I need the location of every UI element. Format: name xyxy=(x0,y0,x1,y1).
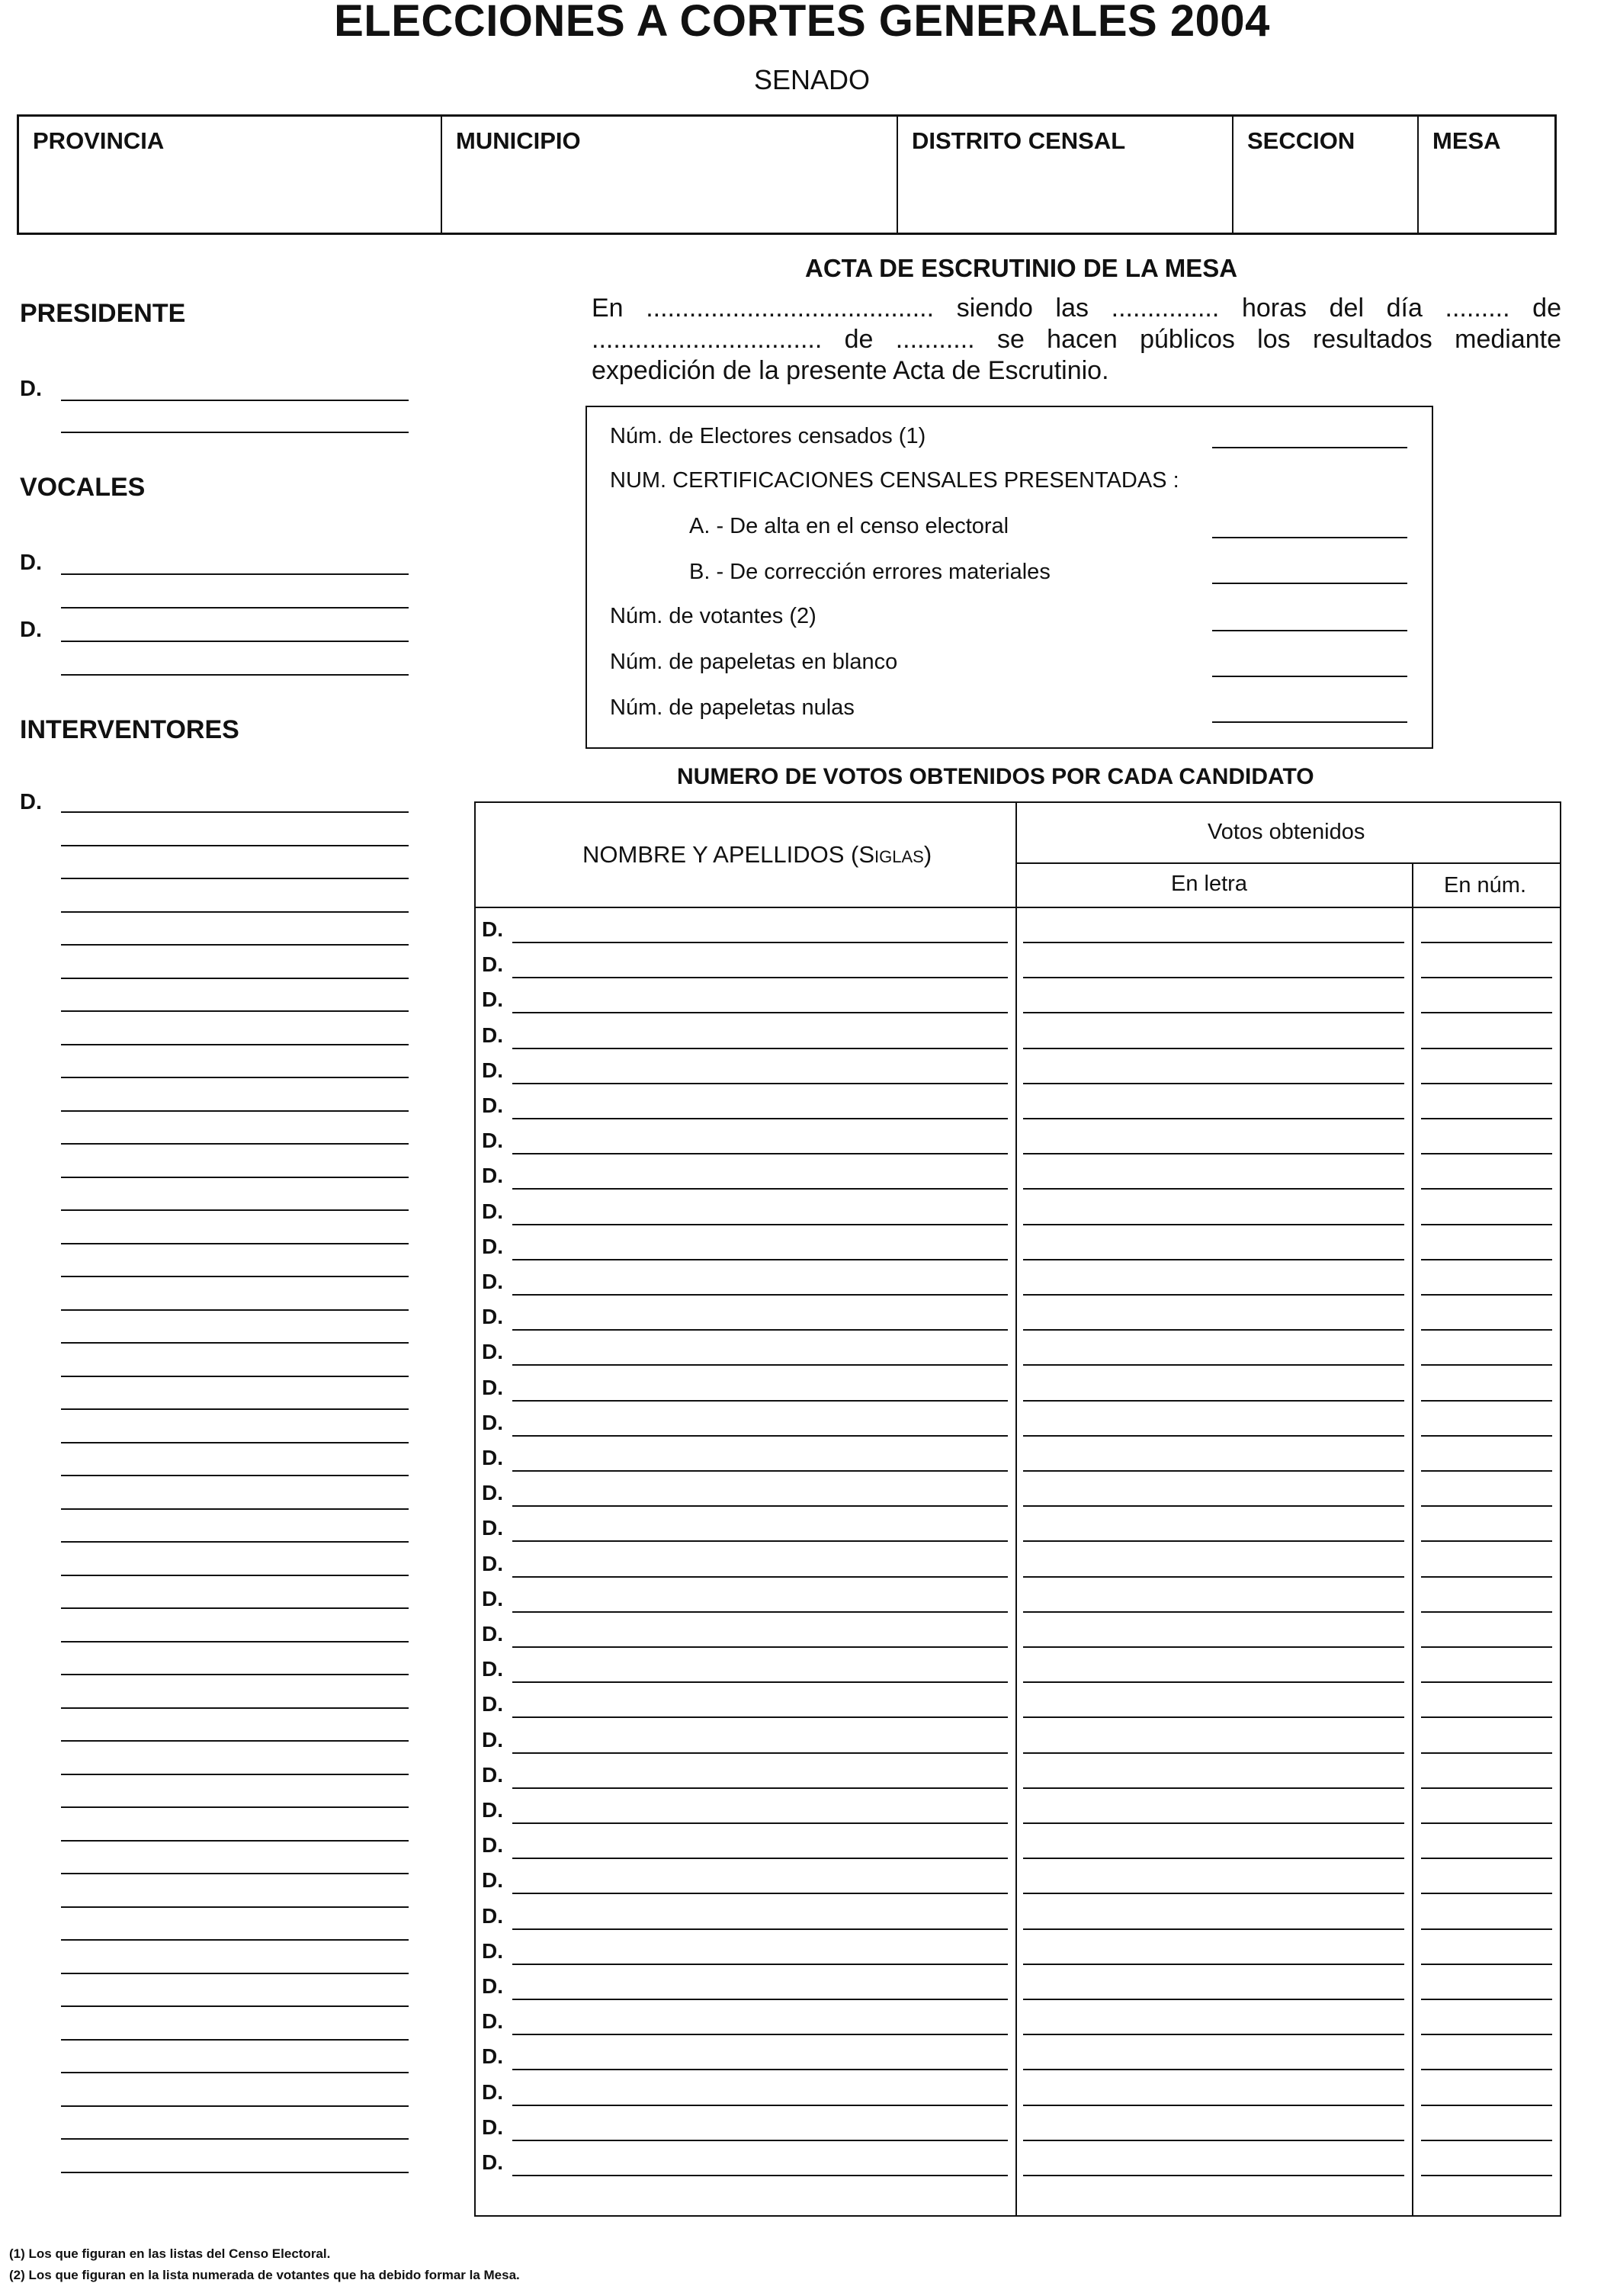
interventor-signature-line[interactable] xyxy=(61,1873,409,1874)
candidate-name-field[interactable] xyxy=(512,1928,1008,1930)
interventor-signature-line[interactable] xyxy=(61,1342,409,1344)
candidate-votes-number-field[interactable] xyxy=(1421,1259,1552,1260)
vocal-1-signature-line[interactable] xyxy=(61,573,409,575)
interventor-signature-line[interactable] xyxy=(61,1475,409,1476)
candidate-votes-number-field[interactable] xyxy=(1421,1224,1552,1225)
candidate-name-field[interactable] xyxy=(512,1012,1008,1013)
votantes-field[interactable] xyxy=(1212,630,1407,631)
candidate-d-label: D. xyxy=(482,1798,503,1822)
mesa-field[interactable] xyxy=(1419,117,1559,233)
interventor-signature-line[interactable] xyxy=(61,1243,409,1244)
provincia-label: PROVINCIA xyxy=(33,127,165,154)
candidate-name-field[interactable] xyxy=(512,1752,1008,1754)
candidate-d-label: D. xyxy=(482,1481,503,1505)
candidate-name-field[interactable] xyxy=(512,1259,1008,1260)
interventor-signature-line[interactable] xyxy=(61,1442,409,1443)
candidate-votes-letter-field[interactable] xyxy=(1023,1752,1404,1754)
candidate-votes-number-field[interactable] xyxy=(1421,1822,1552,1824)
acta-paragraph: En ........................................ siendo las ............... horas del día ......... de ................................ de ........... se hacen públicos los resultados mediante expedición de la presente Acta de Escrutinio. xyxy=(592,294,1561,385)
candidate-name-field[interactable] xyxy=(512,2069,1008,2070)
interventor-signature-line[interactable] xyxy=(61,1906,409,1908)
candidate-votes-letter-field[interactable] xyxy=(1023,2034,1404,2035)
candidate-votes-letter-field[interactable] xyxy=(1023,1576,1404,1578)
interventor-signature-line[interactable] xyxy=(61,1408,409,1410)
candidate-votes-letter-field[interactable] xyxy=(1023,1716,1404,1718)
candidate-votes-number-field[interactable] xyxy=(1421,1188,1552,1190)
candidate-d-label: D. xyxy=(482,2079,503,2104)
candidate-d-label: D. xyxy=(482,1868,503,1893)
interventor-signature-line[interactable] xyxy=(61,1541,409,1543)
interventor-signature-line[interactable] xyxy=(61,1143,409,1145)
electores-censados-field[interactable] xyxy=(1212,447,1407,448)
alta-censo-field[interactable] xyxy=(1212,537,1407,538)
interventor-signature-line[interactable] xyxy=(61,1641,409,1643)
candidate-votes-letter-field[interactable] xyxy=(1023,1858,1404,1859)
votes-col-votes-header: Votos obtenidos xyxy=(1208,820,1365,844)
candidate-d-label: D. xyxy=(482,1551,503,1575)
candidate-votes-number-field[interactable] xyxy=(1421,1964,1552,1965)
presidente-signature-line-2[interactable] xyxy=(61,432,409,433)
interventor-signature-line[interactable] xyxy=(61,1508,409,1510)
papeletas-nulas-field[interactable] xyxy=(1212,721,1407,723)
candidate-name-field[interactable] xyxy=(512,2175,1008,2176)
votes-col-num-header: En núm. xyxy=(1444,873,1526,898)
candidate-name-field[interactable] xyxy=(512,2105,1008,2106)
distrito-censal-field[interactable] xyxy=(898,117,1233,233)
candidate-name-field[interactable] xyxy=(512,1822,1008,1824)
candidate-votes-number-field[interactable] xyxy=(1421,1294,1552,1296)
interventor-signature-line[interactable] xyxy=(61,2138,409,2140)
municipio-label: MUNICIPIO xyxy=(456,127,581,154)
candidate-votes-number-field[interactable] xyxy=(1421,1611,1552,1613)
interventor-signature-line[interactable] xyxy=(61,2039,409,2041)
votes-col-name-header: NOMBRE Y APELLIDOS (Siglas) xyxy=(582,841,932,868)
candidate-votes-number-field[interactable] xyxy=(1421,1787,1552,1789)
candidate-d-label: D. xyxy=(482,1058,503,1082)
interventor-signature-line[interactable] xyxy=(61,978,409,979)
candidate-name-field[interactable] xyxy=(512,1188,1008,1190)
mesa-label: MESA xyxy=(1432,127,1501,154)
acta-title: ACTA DE ESCRUTINIO DE LA MESA xyxy=(805,254,1238,282)
distrito-censal-label: DISTRITO CENSAL xyxy=(912,127,1126,154)
candidate-votes-letter-field[interactable] xyxy=(1023,1400,1404,1402)
candidate-votes-number-field[interactable] xyxy=(1421,1893,1552,1894)
votes-col-divider-1 xyxy=(1015,803,1017,2215)
candidate-votes-letter-field[interactable] xyxy=(1023,1470,1404,1472)
candidate-votes-number-field[interactable] xyxy=(1421,2069,1552,2070)
presidente-d-label: D. xyxy=(20,377,42,401)
candidate-d-label: D. xyxy=(482,2009,503,2034)
vocal-1-signature-line-2[interactable] xyxy=(61,607,409,609)
candidate-name-field[interactable] xyxy=(512,1470,1008,1472)
candidate-votes-letter-field[interactable] xyxy=(1023,1118,1404,1119)
candidate-name-field[interactable] xyxy=(512,1118,1008,1119)
candidate-votes-letter-field[interactable] xyxy=(1023,1540,1404,1542)
interventor-signature-line[interactable] xyxy=(61,1575,409,1576)
interventor-signature-line[interactable] xyxy=(61,1276,409,1277)
candidate-votes-number-field[interactable] xyxy=(1421,1858,1552,1859)
candidate-votes-letter-field[interactable] xyxy=(1023,1928,1404,1930)
interventor-d-label: D. xyxy=(20,790,42,814)
candidate-d-label: D. xyxy=(482,1833,503,1858)
candidate-name-field[interactable] xyxy=(512,1787,1008,1789)
page-title: ELECCIONES A CORTES GENERALES 2004 xyxy=(334,0,1270,46)
vocales-heading: VOCALES xyxy=(20,473,146,502)
candidate-votes-number-field[interactable] xyxy=(1421,942,1552,943)
interventor-signature-line[interactable] xyxy=(61,1939,409,1941)
candidate-d-label: D. xyxy=(482,1093,503,1117)
interventor-signature-line[interactable] xyxy=(61,1973,409,1974)
candidate-votes-number-field[interactable] xyxy=(1421,2140,1552,2141)
candidate-votes-letter-field[interactable] xyxy=(1023,1822,1404,1824)
seccion-field[interactable] xyxy=(1233,117,1419,233)
candidate-votes-letter-field[interactable] xyxy=(1023,1646,1404,1648)
interventor-signature-line[interactable] xyxy=(61,1177,409,1178)
candidate-votes-number-field[interactable] xyxy=(1421,1012,1552,1013)
candidate-d-label: D. xyxy=(482,1938,503,1963)
candidate-votes-letter-field[interactable] xyxy=(1023,942,1404,943)
candidate-votes-letter-field[interactable] xyxy=(1023,1999,1404,2000)
candidate-name-field[interactable] xyxy=(512,1329,1008,1331)
candidate-d-label: D. xyxy=(482,1023,503,1047)
municipio-field[interactable] xyxy=(442,117,898,233)
candidate-d-label: D. xyxy=(482,1657,503,1681)
candidate-votes-letter-field[interactable] xyxy=(1023,1048,1404,1049)
presidente-signature-line[interactable] xyxy=(61,400,409,401)
candidate-name-field[interactable] xyxy=(512,1646,1008,1648)
candidate-votes-number-field[interactable] xyxy=(1421,1400,1552,1402)
papeletas-blanco-label: Núm. de papeletas en blanco xyxy=(610,650,898,674)
candidate-votes-letter-field[interactable] xyxy=(1023,2069,1404,2070)
interventor-signature-line[interactable] xyxy=(61,1607,409,1609)
interventor-signature-line[interactable] xyxy=(61,1774,409,1775)
interventor-signature-line[interactable] xyxy=(61,1806,409,1808)
candidate-name-field[interactable] xyxy=(512,1893,1008,1894)
candidate-name-field[interactable] xyxy=(512,1083,1008,1084)
votes-col-letra-header: En letra xyxy=(1171,872,1247,896)
candidate-d-label: D. xyxy=(482,1516,503,1540)
candidate-votes-letter-field[interactable] xyxy=(1023,1364,1404,1366)
interventor-signature-line[interactable] xyxy=(61,1674,409,1675)
candidate-d-label: D. xyxy=(482,2044,503,2069)
candidate-votes-number-field[interactable] xyxy=(1421,1083,1552,1084)
provincia-field[interactable] xyxy=(19,117,442,233)
candidate-votes-number-field[interactable] xyxy=(1421,1752,1552,1754)
candidate-name-field[interactable] xyxy=(512,1224,1008,1225)
votes-subheader-line xyxy=(1015,862,1561,864)
candidate-votes-letter-field[interactable] xyxy=(1023,1681,1404,1683)
papeletas-nulas-label: Núm. de papeletas nulas xyxy=(610,695,855,720)
votantes-label: Núm. de votantes (2) xyxy=(610,604,816,628)
candidate-name-field[interactable] xyxy=(512,1999,1008,2000)
candidate-name-field[interactable] xyxy=(512,977,1008,978)
candidate-votes-letter-field[interactable] xyxy=(1023,1787,1404,1789)
candidate-votes-number-field[interactable] xyxy=(1421,2175,1552,2176)
candidate-d-label: D. xyxy=(482,2150,503,2174)
candidate-name-field[interactable] xyxy=(512,1435,1008,1437)
candidate-votes-number-field[interactable] xyxy=(1421,1329,1552,1331)
candidate-name-field[interactable] xyxy=(512,1048,1008,1049)
certificaciones-label: NUM. CERTIFICACIONES CENSALES PRESENTADAS : xyxy=(610,468,1179,493)
candidate-votes-letter-field[interactable] xyxy=(1023,1964,1404,1965)
papeletas-blanco-field[interactable] xyxy=(1212,676,1407,677)
candidate-votes-letter-field[interactable] xyxy=(1023,1611,1404,1613)
candidate-d-label: D. xyxy=(482,1903,503,1928)
correccion-errores-label: B. - De corrección errores materiales xyxy=(689,560,1051,584)
location-header-table xyxy=(17,114,1557,235)
candidate-d-label: D. xyxy=(482,1340,503,1364)
candidate-d-label: D. xyxy=(482,1129,503,1153)
seccion-label: SECCION xyxy=(1247,127,1355,154)
candidate-votes-number-field[interactable] xyxy=(1421,2105,1552,2106)
interventor-signature-line[interactable] xyxy=(61,811,409,813)
votes-col-divider-2 xyxy=(1412,862,1413,2215)
candidate-votes-number-field[interactable] xyxy=(1421,1048,1552,1049)
candidate-name-field[interactable] xyxy=(512,2140,1008,2141)
candidate-votes-letter-field[interactable] xyxy=(1023,2105,1404,2106)
candidate-name-field[interactable] xyxy=(512,1364,1008,1366)
candidate-votes-letter-field[interactable] xyxy=(1023,1153,1404,1154)
candidate-votes-number-field[interactable] xyxy=(1421,1576,1552,1578)
candidate-name-field[interactable] xyxy=(512,1294,1008,1296)
candidate-votes-number-field[interactable] xyxy=(1421,1505,1552,1507)
interventor-signature-line[interactable] xyxy=(61,878,409,879)
candidate-d-label: D. xyxy=(482,1199,503,1223)
candidate-votes-letter-field[interactable] xyxy=(1023,1893,1404,1894)
candidate-name-field[interactable] xyxy=(512,1681,1008,1683)
candidate-d-label: D. xyxy=(482,987,503,1012)
vocal-2-d-label: D. xyxy=(20,618,42,642)
candidate-votes-number-field[interactable] xyxy=(1421,1470,1552,1472)
candidate-d-label: D. xyxy=(482,917,503,941)
candidate-d-label: D. xyxy=(482,1622,503,1646)
votes-table xyxy=(474,801,1561,2217)
correccion-errores-field[interactable] xyxy=(1212,583,1407,584)
vocal-2-signature-line-2[interactable] xyxy=(61,674,409,676)
candidate-name-field[interactable] xyxy=(512,1540,1008,1542)
candidate-name-field[interactable] xyxy=(512,1716,1008,1718)
candidate-name-field[interactable] xyxy=(512,1611,1008,1613)
interventor-signature-line[interactable] xyxy=(61,1740,409,1742)
candidate-name-field[interactable] xyxy=(512,1505,1008,1507)
candidate-votes-letter-field[interactable] xyxy=(1023,1294,1404,1296)
candidate-votes-number-field[interactable] xyxy=(1421,1716,1552,1718)
vocal-1-d-label: D. xyxy=(20,551,42,575)
candidate-name-field[interactable] xyxy=(512,1153,1008,1154)
candidate-votes-letter-field[interactable] xyxy=(1023,1329,1404,1331)
candidate-name-field[interactable] xyxy=(512,1400,1008,1402)
candidate-votes-number-field[interactable] xyxy=(1421,1118,1552,1119)
interventor-signature-line[interactable] xyxy=(61,2105,409,2107)
votos-title: NUMERO DE VOTOS OBTENIDOS POR CADA CANDIDATO xyxy=(677,764,1314,789)
interventor-signature-line[interactable] xyxy=(61,1044,409,1045)
candidate-d-label: D. xyxy=(482,1164,503,1188)
candidate-d-label: D. xyxy=(482,1446,503,1469)
candidate-votes-letter-field[interactable] xyxy=(1023,1012,1404,1013)
candidate-d-label: D. xyxy=(482,1762,503,1787)
votes-header-line xyxy=(476,907,1560,908)
alta-censo-label: A. - De alta en el censo electoral xyxy=(689,514,1009,538)
candidate-name-field[interactable] xyxy=(512,1964,1008,1965)
footnote-1: (1) Los que figuran en las listas del Censo Electoral. xyxy=(9,2246,331,2261)
candidate-votes-letter-field[interactable] xyxy=(1023,1505,1404,1507)
presidente-heading: PRESIDENTE xyxy=(20,299,186,328)
interventor-signature-line[interactable] xyxy=(61,2072,409,2073)
interventor-signature-line[interactable] xyxy=(61,911,409,913)
interventor-signature-line[interactable] xyxy=(61,1707,409,1709)
interventor-signature-line[interactable] xyxy=(61,1309,409,1311)
candidate-d-label: D. xyxy=(482,1974,503,1998)
candidate-votes-letter-field[interactable] xyxy=(1023,1259,1404,1260)
candidate-d-label: D. xyxy=(482,1234,503,1258)
candidate-votes-number-field[interactable] xyxy=(1421,1646,1552,1648)
candidate-votes-number-field[interactable] xyxy=(1421,1364,1552,1366)
candidate-votes-number-field[interactable] xyxy=(1421,1435,1552,1437)
candidate-votes-number-field[interactable] xyxy=(1421,977,1552,978)
candidate-d-label: D. xyxy=(482,952,503,977)
interventor-signature-line[interactable] xyxy=(61,944,409,946)
candidate-votes-number-field[interactable] xyxy=(1421,2034,1552,2035)
interventor-signature-line[interactable] xyxy=(61,1077,409,1078)
interventor-signature-line[interactable] xyxy=(61,1376,409,1377)
page-subtitle: SENADO xyxy=(753,64,871,95)
candidate-votes-letter-field[interactable] xyxy=(1023,1435,1404,1437)
candidate-votes-number-field[interactable] xyxy=(1421,1999,1552,2000)
candidate-votes-number-field[interactable] xyxy=(1421,1540,1552,1542)
candidate-d-label: D. xyxy=(482,1727,503,1752)
candidate-name-field[interactable] xyxy=(512,2034,1008,2035)
electores-censados-label: Núm. de Electores censados (1) xyxy=(610,424,926,448)
electoral-summary-box xyxy=(585,406,1433,749)
candidate-d-label: D. xyxy=(482,1692,503,1716)
candidate-votes-letter-field[interactable] xyxy=(1023,2175,1404,2176)
candidate-votes-letter-field[interactable] xyxy=(1023,2140,1404,2141)
candidate-d-label: D. xyxy=(482,2115,503,2139)
interventor-signature-line[interactable] xyxy=(61,2005,409,2007)
candidate-votes-letter-field[interactable] xyxy=(1023,1083,1404,1084)
interventor-signature-line[interactable] xyxy=(61,1840,409,1842)
interventor-signature-line[interactable] xyxy=(61,845,409,846)
candidate-d-label: D. xyxy=(482,1586,503,1610)
candidate-votes-number-field[interactable] xyxy=(1421,1928,1552,1930)
candidate-d-label: D. xyxy=(482,1375,503,1399)
interventor-signature-line[interactable] xyxy=(61,1010,409,1012)
candidate-d-label: D. xyxy=(482,1410,503,1434)
candidate-votes-number-field[interactable] xyxy=(1421,1153,1552,1154)
candidate-d-label: D. xyxy=(482,1305,503,1329)
candidate-d-label: D. xyxy=(482,1270,503,1293)
vocal-2-signature-line[interactable] xyxy=(61,641,409,642)
interventor-signature-line[interactable] xyxy=(61,1209,409,1211)
footnote-2: (2) Los que figuran en la lista numerada de votantes que ha debido formar la Mesa. xyxy=(9,2268,520,2282)
candidate-name-field[interactable] xyxy=(512,1576,1008,1578)
candidate-votes-letter-field[interactable] xyxy=(1023,1188,1404,1190)
interventor-signature-line[interactable] xyxy=(61,2172,409,2173)
candidate-votes-letter-field[interactable] xyxy=(1023,1224,1404,1225)
candidate-name-field[interactable] xyxy=(512,942,1008,943)
interventor-signature-line[interactable] xyxy=(61,1110,409,1112)
candidate-votes-letter-field[interactable] xyxy=(1023,977,1404,978)
candidate-votes-number-field[interactable] xyxy=(1421,1681,1552,1683)
interventores-heading: INTERVENTORES xyxy=(20,715,239,744)
candidate-name-field[interactable] xyxy=(512,1858,1008,1859)
